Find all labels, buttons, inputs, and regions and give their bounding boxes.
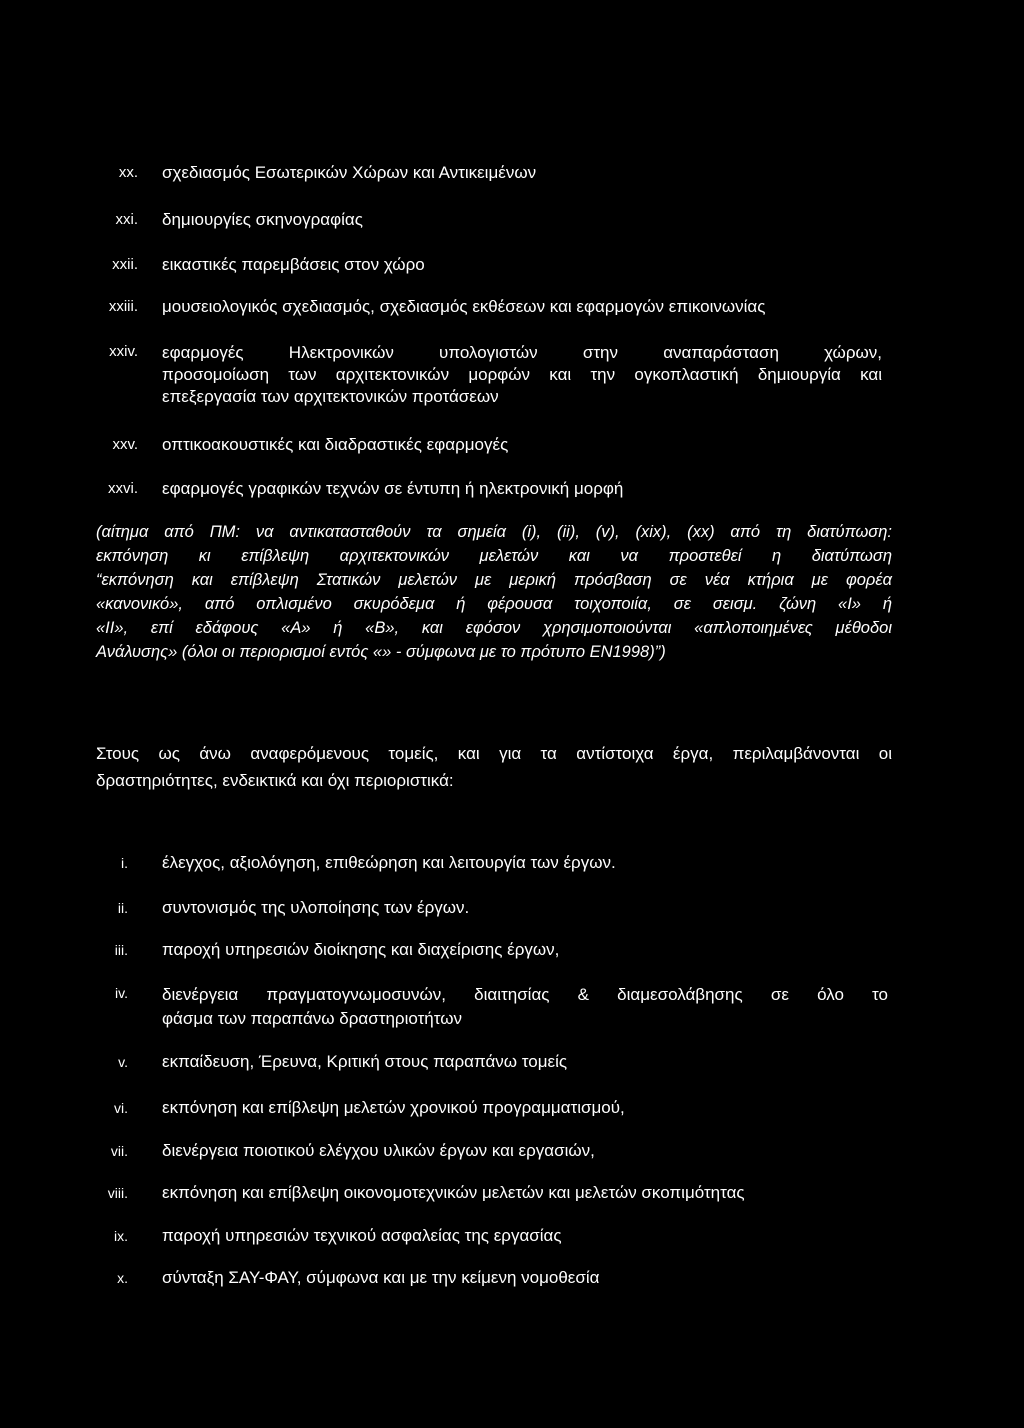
- text-line: εκπόνηση κι επίβλεψη αρχιτεκτονικών μελετών και να προστεθεί η διατύπωση: [96, 547, 892, 565]
- list-text: δημιουργίες σκηνογραφίας: [162, 210, 363, 229]
- list-text: [162, 983, 888, 1031]
- list-text: εικαστικές παρεμβάσεις στον χώρο: [162, 255, 425, 274]
- list-number: xxi.: [115, 211, 138, 228]
- list-number: xxiv.: [109, 343, 138, 360]
- list-number: vi.: [114, 1100, 128, 1116]
- list-number: x.: [117, 1270, 128, 1286]
- text-line: δραστηριότητες, ενδεικτικά και όχι περιοριστικά:: [96, 771, 454, 790]
- text-line: Ανάλυσης» (όλοι οι περιορισμοί εντός «» - σύμφωνα με το πρότυπο ΕΝ1998)”): [96, 643, 666, 661]
- list-number: xx.: [118, 164, 138, 181]
- text-line: Στους ως άνω αναφερόμενους τομείς, και για τα αντίστοιχα έργα, περιλαμβάνονται οι: [96, 744, 892, 763]
- list-text: διενέργεια ποιοτικού ελέγχου υλικών έργων και εργασιών,: [162, 1141, 595, 1160]
- list-text: σχεδιασμός Εσωτερικών Χώρων και Αντικειμένων: [162, 163, 537, 182]
- list-number: xxv.: [112, 436, 138, 453]
- list-text: συντονισμός της υλοποίησης των έργων.: [162, 898, 470, 917]
- text-line: «ΙΙ», επί εδάφους «Α» ή «Β», και εφόσον χρησιμοποιούνται «απλοποιημένες μέθοδοι: [96, 619, 892, 637]
- text-line: προσομοίωση των αρχιτεκτονικών μορφών και την ογκοπλαστική δημιουργία και: [162, 365, 882, 384]
- text-line: επεξεργασία των αρχιτεκτονικών προτάσεων: [162, 387, 499, 406]
- list-text: οπτικοακουστικές και διαδραστικές εφαρμογές: [162, 435, 509, 454]
- list-text: εφαρμογές γραφικών τεχνών σε έντυπη ή ηλεκτρονική μορφή: [162, 479, 624, 498]
- list-text: εκπαίδευση, Έρευνα, Κριτική στους παραπάνω τομείς: [162, 1052, 568, 1071]
- italic-note: [96, 520, 892, 664]
- text-line: εφαρμογές Ηλεκτρονικών υπολογιστών στην αναπαράσταση χώρων,: [162, 343, 882, 362]
- list-text: έλεγχος, αξιολόγηση, επιθεώρηση και λειτουργία των έργων.: [162, 853, 616, 872]
- text-line: «κανονικό», από οπλισμένο σκυρόδεμα ή φέρουσα τοιχοποιία, σε σεισμ. ζώνη «Ι» ή: [96, 595, 892, 613]
- text-line: φάσμα των παραπάνω δραστηριοτήτων: [162, 1009, 462, 1028]
- list-number: viii.: [107, 1185, 128, 1201]
- list-number: ii.: [117, 900, 128, 916]
- text-line: (αίτημα από ΠΜ: να αντικατασταθούν τα σημεία (i), (ii), (v), (xix), (xx) από τη διατύπωση:: [96, 523, 892, 541]
- list-number: iii.: [114, 942, 128, 958]
- list-number: xxii.: [112, 256, 138, 273]
- list-number: ix.: [114, 1228, 128, 1244]
- text-line: “εκπόνηση και επίβλεψη Στατικών μελετών με μερική πρόσβαση σε νέα κτήρια με φορέα: [96, 571, 892, 589]
- list-text: εκπόνηση και επίβλεψη οικονομοτεχνικών μελετών και μελετών σκοπιμότητας: [162, 1183, 745, 1202]
- list-number: vii.: [110, 1143, 128, 1159]
- list-number: xxvi.: [108, 480, 138, 497]
- list-text: σύνταξη ΣΑΥ-ΦΑΥ, σύμφωνα και με την κείμενη νομοθεσία: [162, 1268, 600, 1287]
- list-number: iv.: [115, 985, 128, 1001]
- intro-paragraph: [96, 740, 892, 794]
- list-text: παροχή υπηρεσιών τεχνικού ασφαλείας της εργασίας: [162, 1226, 562, 1245]
- list-number: xxiii.: [108, 298, 138, 315]
- list-text: παροχή υπηρεσιών διοίκησης και διαχείρισης έργων,: [162, 940, 560, 959]
- list-text: εκπόνηση και επίβλεψη μελετών χρονικού προγραμματισμού,: [162, 1098, 625, 1117]
- list-number: i.: [121, 855, 128, 871]
- list-text: [162, 342, 882, 408]
- text-line: διενέργεια πραγματογνωμοσυνών, διαιτησίας & διαμεσολάβησης σε όλο το: [162, 985, 888, 1004]
- list-text: μουσειολογικός σχεδιασμός, σχεδιασμός εκθέσεων και εφαρμογών επικοινωνίας: [162, 297, 766, 316]
- list-number: v.: [118, 1054, 128, 1070]
